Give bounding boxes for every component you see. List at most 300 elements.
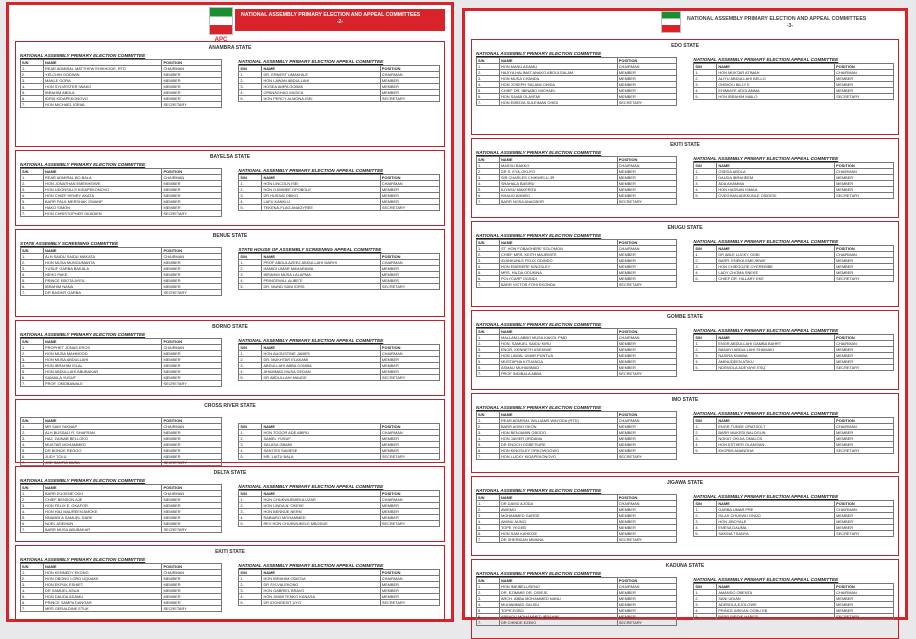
member-name: HON MUKTAR ATIMAH — [717, 70, 835, 76]
column-header-name: NAME — [262, 570, 380, 576]
column-header-sn: S/N — [477, 329, 500, 335]
committee-table — [20, 484, 222, 533]
column-header-sn: S/N — [21, 564, 44, 570]
state-title: BORNO STATE — [212, 324, 248, 330]
committee-table — [238, 65, 440, 102]
member-position: MEMBER — [617, 94, 676, 100]
column-header-sn: S/N — [694, 64, 717, 70]
state-title: IMO STATE — [671, 397, 699, 403]
table-row — [694, 531, 894, 537]
row-number: 2. — [477, 70, 500, 76]
left-banner — [235, 9, 445, 31]
member-name: HON DAUDA ADAMU — [44, 594, 162, 600]
member-name: MAKLE GORA — [44, 78, 162, 84]
member-name: BARR MUSA ABUBAKAR — [44, 527, 162, 533]
member-name: TEKENA-FLAG ANAGYREE — [262, 205, 380, 211]
state-title: DELTA STATE — [213, 470, 247, 476]
member-name: ENESA DAUMA — [717, 525, 835, 531]
member-name: HON CHIEF HENRY AKATA — [44, 193, 162, 199]
member-name: HON IBRAHIM ODIEGA — [262, 576, 380, 582]
table-row — [239, 205, 440, 211]
member-position: MEMBER — [380, 448, 439, 454]
member-position: MEMBER — [617, 264, 676, 270]
member-name: HON ESTHER OLANIYAN — [717, 442, 835, 448]
appeal-committee — [693, 411, 894, 454]
member-name: HON UDONSILLS KIDAPEKONOVO — [44, 187, 162, 193]
member-name: HON MICHAEL IDRIAL — [44, 102, 162, 108]
column-header-name: NAME — [717, 335, 835, 341]
row-number: 2. — [694, 347, 717, 353]
row-number: 4. — [239, 90, 262, 96]
row-number: 2. — [239, 357, 262, 363]
column-header-name: NAME — [262, 175, 380, 181]
column-header-name: NAME — [262, 345, 380, 351]
column-header-sn: S/N — [477, 157, 500, 163]
row-number: 3. — [694, 602, 717, 608]
member-position: CHAIRMAN — [380, 430, 439, 436]
member-position: MEMBER — [835, 359, 894, 365]
primary-committee-title: NATIONAL ASSEMBLY PRIMARY ELECTION COMMITTEE — [20, 478, 146, 483]
member-name: HAMIDI UMAR MAHARAWA — [262, 266, 380, 272]
row-number: 1. — [21, 345, 44, 351]
primary-committee — [20, 557, 222, 612]
right-banner-title: NATIONAL ASSEMBLY PRIMARY ELECTION AND APPEAL COMMITTEES — [687, 16, 867, 22]
committee-table — [693, 63, 894, 100]
member-name: DR ABLE LUCKY OGBI — [717, 252, 835, 258]
member-position: MEMBER — [617, 359, 676, 365]
appeal-committee-title: NATIONAL ASSEMBLY PRIMARY ELECTION APPEAL COMMITTEE — [693, 494, 839, 499]
member-name: PROPHET JONAS EROS — [44, 345, 162, 351]
member-position: MEMBER — [162, 357, 221, 363]
row-number: 1. — [477, 335, 500, 341]
member-position: MEMBER — [380, 594, 439, 600]
column-header-position: POSITION — [162, 485, 221, 491]
row-number: 1. — [21, 570, 44, 576]
row-number: 4. — [239, 278, 262, 284]
member-name: ISLAS CHUKWU ONUO — [717, 513, 835, 519]
column-header-sn: S/N — [239, 175, 262, 181]
column-header-sn: S/N — [477, 412, 500, 418]
row-number: 7. — [21, 102, 44, 108]
member-position: MEMBER — [162, 497, 221, 503]
member-position: MEMBER — [162, 454, 221, 460]
column-header-position: POSITION — [162, 248, 221, 254]
state-title: GOMBE STATE — [667, 314, 703, 320]
column-header-name: NAME — [262, 254, 380, 260]
primary-committee-title: NATIONAL ASSEMBLY PRIMARY ELECTION COMMITTEE — [20, 162, 146, 167]
member-position: CHAIRMAN — [617, 335, 676, 341]
member-position: SECRETARY — [835, 531, 894, 537]
member-position: MEMBER — [162, 594, 221, 600]
table-row — [239, 600, 440, 606]
member-position: CHAIRMAN — [835, 169, 894, 175]
member-name: NOEL ADEMUN — [44, 521, 162, 527]
member-name: ENGR ABDULLAHI GAMBA BAHRT — [717, 341, 835, 347]
column-header-sn: S/N — [239, 254, 262, 260]
row-number: 5. — [477, 442, 500, 448]
member-name: HON BENJAMIN OBODO — [499, 430, 617, 436]
member-name: IBRAHIM NANA — [44, 284, 162, 290]
row-number: 6. — [477, 531, 500, 537]
row-number: 5. — [21, 278, 44, 284]
member-position: SECRETARY — [617, 282, 676, 288]
row-number: 6. — [21, 521, 44, 527]
member-name: REAR ADMIRAL BO BALA — [44, 175, 162, 181]
member-name: DR CHINDE EZEIKI — [499, 620, 617, 626]
primary-committee — [476, 150, 677, 205]
member-position: CHAIRMAN — [162, 424, 221, 430]
member-position: MEMBER — [835, 264, 894, 270]
appeal-committee — [693, 57, 894, 100]
member-name: RABIARO MOHAMMED — [262, 515, 380, 521]
member-position: MEMBER — [162, 96, 221, 102]
appeal-committee-title: NATIONAL ASSEMBLY PRIMARY ELECTION APPEAL COMMITTEE — [238, 484, 384, 489]
member-position: MEMBER — [835, 525, 894, 531]
member-name: DAUDA IBRAHEEM — [717, 175, 835, 181]
member-position: MEMBER — [162, 266, 221, 272]
state-section — [471, 138, 899, 218]
appeal-committee-title: NATIONAL ASSEMBLY PRIMARY ELECTION APPEAL COMMITTEE — [693, 328, 839, 333]
member-position: MEMBER — [162, 503, 221, 509]
table-row — [21, 606, 222, 612]
committee-columns — [20, 53, 440, 108]
appeal-committee — [238, 484, 440, 527]
member-name: HAJ. ZAINAB BELLOKO — [44, 436, 162, 442]
row-number: 2. — [21, 576, 44, 582]
row-number: 3. — [21, 266, 44, 272]
row-number: 3. — [21, 503, 44, 509]
member-position: MEMBER — [162, 272, 221, 278]
member-name: DR SAMUEL ASUA — [44, 588, 162, 594]
member-name: ILIYASU MAKERITA — [499, 187, 617, 193]
appeal-committee-title: NATIONAL ASSEMBLY PRIMARY ELECTION APPEAL COMMITTEE — [238, 59, 384, 64]
left-banner-subtitle: -2- — [336, 19, 344, 26]
row-number: 5. — [477, 525, 500, 531]
member-position: MEMBER — [617, 519, 676, 525]
row-number: 4. — [477, 436, 500, 442]
table-row — [21, 211, 222, 217]
member-position: MEMBER — [617, 270, 676, 276]
row-number: 4. — [239, 515, 262, 521]
row-number: 3. — [694, 82, 717, 88]
committee-table — [476, 411, 677, 460]
member-name: JOE SANTIA MUSA — [44, 460, 162, 466]
right-page — [462, 8, 908, 625]
member-name: AYANKUNLE FELIX ODINDO — [499, 258, 617, 264]
member-position: CHAIRMAN — [835, 341, 894, 347]
member-name: ABBADU MOHAMMED IBRAHIM — [499, 614, 617, 620]
row-number: 5. — [694, 94, 717, 100]
committee-table — [693, 162, 894, 199]
committee-columns — [476, 233, 894, 288]
column-header-sn: S/N — [21, 485, 44, 491]
member-position: MEMBER — [835, 353, 894, 359]
member-position: MEMBER — [617, 365, 676, 371]
member-position: MEMBER — [617, 70, 676, 76]
member-position: MEMBER — [835, 519, 894, 525]
member-position: MEMBER — [380, 84, 439, 90]
table-row — [239, 375, 440, 381]
state-section — [471, 310, 899, 390]
member-position: MEMBER — [617, 169, 676, 175]
row-number: 1. — [694, 424, 717, 430]
member-name: AHAMMAD MUSA GEDAM — [262, 369, 380, 375]
member-name: HON MUSA MUNGUMANTA — [44, 260, 162, 266]
member-name: HON MANU ADAMU — [499, 64, 617, 70]
member-name: BARR PAUL MERSHAK GWANP — [44, 199, 162, 205]
column-header-name: NAME — [717, 418, 835, 424]
member-name: HON CHUKWUEMEKA UZAR — [262, 497, 380, 503]
member-position: MEMBER — [380, 90, 439, 96]
row-number: 1. — [477, 418, 500, 424]
member-name: CHIEF BENSON AJE — [44, 497, 162, 503]
member-name: MALLAM LABBO MUSA KAKOL PMD — [499, 335, 617, 341]
committee-table — [693, 334, 894, 371]
member-name: MUSTAPHA KITUANGA — [499, 359, 617, 365]
state-title: EKITI STATE — [670, 142, 700, 148]
table-row — [21, 290, 222, 296]
row-number: 5. — [239, 521, 262, 527]
member-position: MEMBER — [162, 363, 221, 369]
column-header-position: POSITION — [380, 424, 439, 430]
column-header-name: NAME — [717, 584, 835, 590]
table-row — [694, 276, 894, 282]
member-position: CHAIRMAN — [617, 246, 676, 252]
row-number: 2. — [239, 436, 262, 442]
appeal-committee — [238, 563, 440, 606]
member-position: MEMBER — [617, 424, 676, 430]
row-number: 3. — [239, 588, 262, 594]
row-number: 5. — [477, 359, 500, 365]
primary-committee — [20, 332, 222, 387]
member-position: MEMBER — [162, 284, 221, 290]
column-header-name: NAME — [262, 424, 380, 430]
row-number: 5. — [694, 276, 717, 282]
row-number: 2. — [477, 424, 500, 430]
member-name: BAMAYI ABDULLAHI SHAMAKI — [717, 347, 835, 353]
member-position: MEMBER — [617, 430, 676, 436]
table-row — [477, 100, 677, 106]
member-position: SECRETARY — [162, 527, 221, 533]
row-number: 3. — [239, 272, 262, 278]
member-name: ENGR TUNDE ORATSOLT — [717, 424, 835, 430]
member-position: SECRETARY — [617, 371, 676, 377]
member-name: DR HUSSAI OBIKO — [262, 193, 380, 199]
member-position: SECRETARY — [835, 94, 894, 100]
committee-columns — [476, 51, 894, 106]
state-section — [471, 393, 899, 473]
row-number: 1. — [239, 72, 262, 78]
appeal-committee-title: NATIONAL ASSEMBLY PRIMARY ELECTION APPEAL COMMITTEE — [238, 563, 384, 568]
row-number: 1. — [21, 254, 44, 260]
member-position: MEMBER — [617, 614, 676, 620]
member-name: ALIYU ABDULLAHI BELLO — [717, 76, 835, 82]
committee-table — [20, 168, 222, 217]
member-position: MEMBER — [835, 270, 894, 276]
member-name: HON PERCY ALMONA-ISEI — [262, 96, 380, 102]
column-header-sn: S/N — [477, 495, 500, 501]
member-position: CHAIRMAN — [617, 418, 676, 424]
member-name: HAKO SIMON — [44, 205, 162, 211]
table-row — [477, 371, 677, 377]
member-position: MEMBER — [835, 187, 894, 193]
member-name: SANI UDIAN — [717, 596, 835, 602]
column-header-name: NAME — [717, 501, 835, 507]
row-number: 3. — [694, 519, 717, 525]
row-number: 1. — [239, 576, 262, 582]
row-number: 2. — [21, 260, 44, 266]
column-header-position: POSITION — [617, 329, 676, 335]
row-number: 2. — [21, 72, 44, 78]
member-position: CHAIRMAN — [835, 507, 894, 513]
row-number: 2. — [21, 351, 44, 357]
row-number: 5. — [21, 369, 44, 375]
member-position: CHAIRMAN — [835, 424, 894, 430]
table-row — [694, 448, 894, 454]
member-position: MEMBER — [380, 503, 439, 509]
column-header-name: NAME — [499, 495, 617, 501]
member-name: HON MUSA ABDULLAHI — [44, 357, 162, 363]
member-position: MEMBER — [162, 260, 221, 266]
column-header-sn: S/N — [21, 418, 44, 424]
member-name: NDEMOLA ADEYAYE ESQ — [717, 365, 835, 371]
committee-table — [476, 328, 677, 377]
row-number: 5. — [694, 193, 717, 199]
column-header-name: NAME — [262, 491, 380, 497]
primary-committee — [20, 53, 222, 108]
member-name: MASSU BAKKO — [499, 163, 617, 169]
primary-committee-title: NATIONAL ASSEMBLY PRIMARY ELECTION COMMITTEE — [476, 51, 602, 56]
appeal-committee-title: NATIONAL ASSEMBLY PRIMARY ELECTION APPEAL COMMITTEE — [693, 411, 839, 416]
member-position: MEMBER — [162, 509, 221, 515]
member-name: DR DAVID AJODA — [499, 501, 617, 507]
member-position: SECRETARY — [617, 537, 676, 543]
member-name: DR ABDULLAHI MAUDE — [262, 375, 380, 381]
member-name: DR. ERNEST UMAKHILE — [262, 72, 380, 78]
row-number: 4. — [21, 509, 44, 515]
row-number: 7. — [21, 290, 44, 296]
member-name: ALH BUSSALI R. SHAFRAN — [44, 430, 162, 436]
member-position: MEMBER — [380, 363, 439, 369]
member-name: LAFU KANKLU — [262, 199, 380, 205]
row-number: 1. — [239, 181, 262, 187]
member-name: BARR AGBO OKON — [499, 424, 617, 430]
member-name: OSEDA ABOLA — [717, 169, 835, 175]
row-number: 4. — [477, 82, 500, 88]
member-position: MEMBER — [617, 88, 676, 94]
member-position: MEMBER — [162, 90, 221, 96]
row-number: 6. — [21, 205, 44, 211]
committee-table — [20, 59, 222, 108]
member-position: CHAIRMAN — [380, 72, 439, 78]
member-name: HON HASSAN ISMAIL — [717, 187, 835, 193]
member-position: MEMBER — [617, 175, 676, 181]
column-header-position: POSITION — [162, 169, 221, 175]
member-position: SECRETARY — [162, 460, 221, 466]
member-name: GARBA UMAR PRE — [717, 507, 835, 513]
member-position: CHAIRMAN — [617, 163, 676, 169]
column-header-name: NAME — [44, 564, 162, 570]
table-row — [694, 614, 894, 620]
row-number: 5. — [694, 365, 717, 371]
member-name: TOPE YEGEB — [499, 525, 617, 531]
row-number: 2. — [477, 507, 500, 513]
row-number: 1. — [21, 491, 44, 497]
member-name: ALH SAIDU SAIDU MAKATA — [44, 254, 162, 260]
member-position: MEMBER — [162, 442, 221, 448]
column-header-sn: S/N — [239, 424, 262, 430]
row-number: 5. — [21, 199, 44, 205]
member-position: SECRETARY — [835, 193, 894, 199]
column-header-sn: S/N — [477, 578, 500, 584]
member-name: DR ENOCH OGBETIURE — [499, 442, 617, 448]
row-number: 1. — [21, 424, 44, 430]
row-number: 5. — [694, 614, 717, 620]
row-number: 3. — [694, 264, 717, 270]
member-name: TOPE EGBO — [499, 608, 617, 614]
row-number: 2. — [694, 596, 717, 602]
member-position: MEMBER — [162, 84, 221, 90]
member-position: MEMBER — [617, 436, 676, 442]
row-number: 7. — [477, 100, 500, 106]
member-name: PRINCE ARIKAN OGBU EB — [717, 608, 835, 614]
primary-committee-title: NATIONAL ASSEMBLY PRIMARY ELECTION COMMITTEE — [476, 571, 602, 576]
committee-columns — [476, 405, 894, 460]
primary-committee — [476, 322, 677, 377]
row-number: 3. — [21, 436, 44, 442]
member-position: MEMBER — [380, 193, 439, 199]
column-header-name: NAME — [262, 66, 380, 72]
member-name: DR. MUND SANI IDRIS — [262, 284, 380, 290]
row-number: 4. — [694, 525, 717, 531]
member-position: SECRETARY — [162, 290, 221, 296]
appeal-committee — [693, 328, 894, 371]
member-position: CHAIRMAN — [162, 491, 221, 497]
primary-committee — [476, 405, 677, 460]
member-name: HON AUGUSTINE JAMES — [262, 351, 380, 357]
column-header-position: POSITION — [835, 163, 894, 169]
member-name: LADY CHOMA SNEKE — [717, 270, 835, 276]
member-name: HON MUSA MAHMOOD — [44, 351, 162, 357]
committee-columns — [476, 150, 894, 205]
member-name: NGKAT OKIJIA OMALOS — [717, 436, 835, 442]
row-number: 6. — [477, 276, 500, 282]
member-position: SECRETARY — [835, 276, 894, 282]
state-title: EKITI STATE — [215, 549, 245, 555]
member-name: ABDULLAHI ABBA GOMBA — [262, 363, 380, 369]
column-header-sn: S/N — [694, 584, 717, 590]
member-name: HON LINCOLN ISEI — [262, 181, 380, 187]
member-name: HON EKPUK ESHIET — [44, 582, 162, 588]
row-number: 3. — [477, 76, 500, 82]
row-number: 7. — [477, 537, 500, 543]
column-header-name: NAME — [44, 485, 162, 491]
member-position: CHAIRMAN — [162, 175, 221, 181]
column-header-name: NAME — [499, 157, 617, 163]
state-title: EDO STATE — [671, 43, 699, 49]
row-number: 5. — [21, 594, 44, 600]
member-name: REAR ADMIRAL WILLIAMS WAYODA (RTD) — [499, 418, 617, 424]
member-position: MEMBER — [835, 76, 894, 82]
primary-committee-title: NATIONAL ASSEMBLY PRIMARY ELECTION COMMITTEE — [20, 53, 146, 58]
state-title: ENUGU STATE — [667, 225, 703, 231]
appeal-committee — [238, 417, 440, 460]
primary-committee — [20, 478, 222, 533]
member-position: SECRETARY — [162, 102, 221, 108]
member-name: HON LINDA N. OKEKE — [262, 503, 380, 509]
appeal-committee — [238, 247, 440, 290]
member-name: BARR NOSA ANAGBOR — [499, 199, 617, 205]
